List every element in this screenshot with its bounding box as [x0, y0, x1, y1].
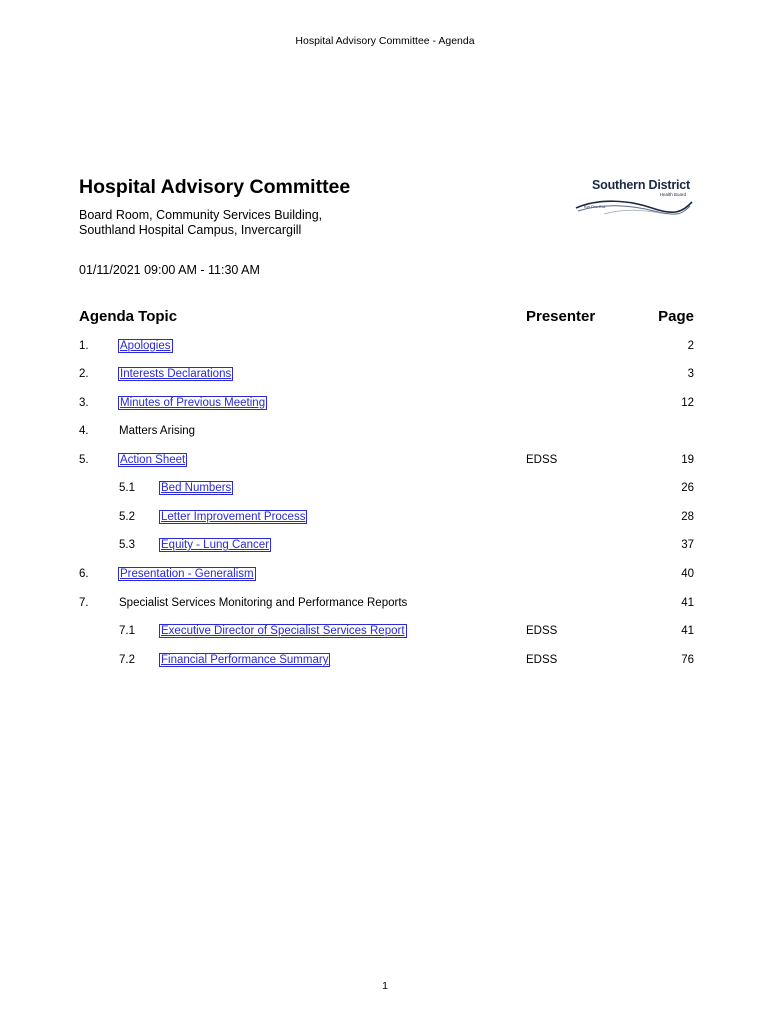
item-number: 3.: [79, 397, 89, 409]
agenda-topic-link[interactable]: Interests Declarations: [120, 368, 232, 380]
item-page: 41: [681, 597, 694, 609]
item-page: 12: [681, 397, 694, 409]
agenda-topic-link[interactable]: Letter Improvement Process: [161, 511, 306, 523]
agenda-item: [0, 568, 770, 584]
agenda-topic-link[interactable]: Presentation - Generalism: [120, 568, 254, 580]
agenda-subitem: [0, 625, 770, 641]
agenda-topic-link[interactable]: Bed Numbers: [161, 482, 232, 494]
venue-line-1: Board Room, Community Services Building,: [79, 208, 323, 222]
agenda-item: [0, 340, 770, 356]
item-presenter: EDSS: [526, 454, 558, 466]
item-page: 37: [681, 539, 694, 551]
column-header-page: Page: [658, 308, 694, 325]
agenda-topic-text: Specialist Services Monitoring and Performance Reports: [119, 597, 408, 609]
agenda-topic-text: Matters Arising: [119, 425, 196, 437]
item-number: 7.: [79, 597, 89, 609]
agenda-item: [0, 368, 770, 384]
agenda-item: [0, 425, 770, 441]
meeting-venue: [79, 208, 322, 238]
item-number: 7.1: [119, 625, 135, 637]
agenda-topic-link[interactable]: Equity - Lung Cancer: [161, 539, 270, 551]
organisation-logo: [574, 176, 694, 218]
logo-tagline: Kia Ora Ora: [584, 204, 606, 209]
agenda-topic-link[interactable]: Action Sheet: [120, 454, 186, 466]
logo-subtitle: Health Board: [659, 192, 686, 197]
item-number: 2.: [79, 368, 89, 380]
agenda-topic-link[interactable]: Executive Director of Specialist Services Report: [161, 625, 405, 637]
meeting-datetime: 01/11/2021 09:00 AM - 11:30 AM: [79, 263, 260, 277]
agenda-item: [0, 397, 770, 413]
item-number: 4.: [79, 425, 89, 437]
agenda-topic-link[interactable]: Minutes of Previous Meeting: [120, 397, 266, 409]
item-number: 5.1: [119, 482, 135, 494]
item-page: 26: [681, 482, 694, 494]
item-page: 76: [681, 654, 694, 666]
item-number: 5.3: [119, 539, 135, 551]
item-page: 2: [687, 340, 694, 352]
page-number: 1: [382, 980, 388, 992]
item-page: 28: [681, 511, 694, 523]
item-page: 19: [681, 454, 694, 466]
agenda-topic-link[interactable]: Apologies: [120, 340, 171, 352]
item-page: 40: [681, 568, 694, 580]
agenda-topic-link[interactable]: Financial Performance Summary: [161, 654, 329, 666]
item-number: 1.: [79, 340, 89, 352]
logo-name: Southern District: [592, 178, 690, 192]
item-page: 3: [687, 368, 694, 380]
running-header: Hospital Advisory Committee - Agenda: [295, 35, 475, 47]
agenda-item: [0, 454, 770, 470]
wave-logo-icon: [574, 196, 694, 216]
item-presenter: EDSS: [526, 654, 558, 666]
column-header-topic: Agenda Topic: [79, 308, 178, 325]
item-page: 41: [681, 625, 694, 637]
item-number: 5.: [79, 454, 89, 466]
agenda-subitem: [0, 654, 770, 670]
venue-line-2: Southland Hospital Campus, Invercargill: [79, 223, 302, 237]
item-number: 6.: [79, 568, 89, 580]
agenda-item: [0, 597, 770, 613]
agenda-subitem: [0, 511, 770, 527]
document-title: Hospital Advisory Committee: [79, 176, 351, 198]
item-number: 5.2: [119, 511, 135, 523]
agenda-subitem: [0, 482, 770, 498]
agenda-subitem: [0, 539, 770, 555]
item-presenter: EDSS: [526, 625, 558, 637]
column-header-presenter: Presenter: [526, 308, 596, 325]
item-number: 7.2: [119, 654, 135, 666]
